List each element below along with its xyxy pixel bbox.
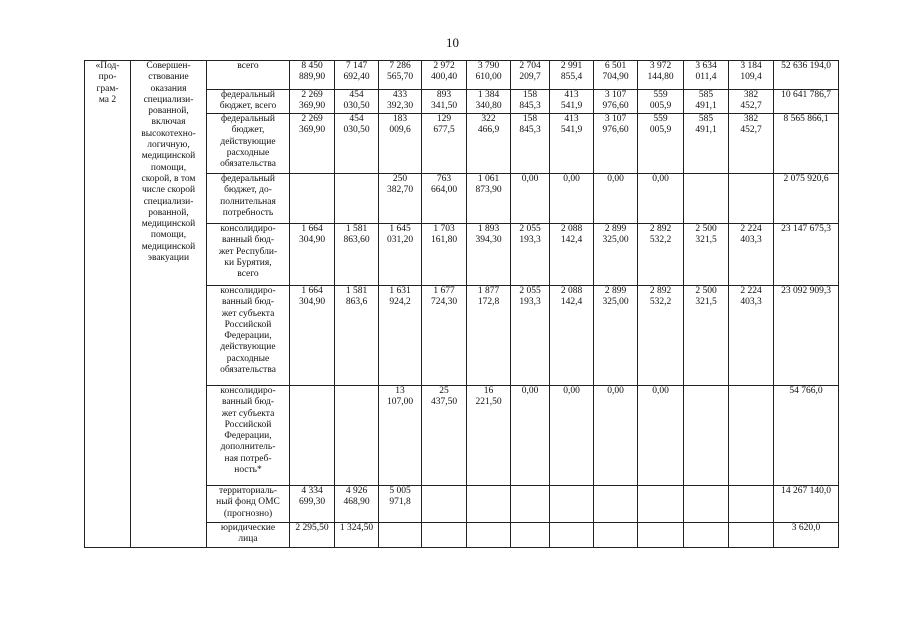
total-cell: 8 565 866,1 (774, 114, 839, 174)
value-cell: 16 221,50 (467, 386, 511, 486)
value-cell: 8 450 889,90 (290, 61, 335, 90)
value-cell: 0,00 (511, 386, 550, 486)
value-cell: 2 088 142,4 (550, 224, 594, 286)
value-cell (729, 174, 774, 224)
value-cell (594, 523, 638, 548)
program-cell: «Под- про- грам- ма 2 (85, 61, 131, 548)
table-row (85, 61, 839, 90)
value-cell: 1 893 394,30 (467, 224, 511, 286)
value-cell: 2 899 325,00 (594, 224, 638, 286)
value-cell: 7 147 692,40 (335, 61, 379, 90)
value-cell: 3 184 109,4 (729, 61, 774, 90)
value-cell: 2 991 855,4 (550, 61, 594, 90)
value-cell: 3 107 976,60 (594, 114, 638, 174)
event-cell: Совершен- ствование оказания специализи- рованной, включая высокотехно- логичную, медицинской помощи, скорой, в том числе скорой специализи- рованной, медицинской помощи, медицинской эвакуации (131, 61, 207, 548)
value-cell (729, 486, 774, 523)
total-cell: 23 147 675,3 (774, 224, 839, 286)
value-cell (467, 523, 511, 548)
value-cell: 585 491,1 (684, 90, 729, 114)
value-cell (729, 386, 774, 486)
value-cell: 0,00 (550, 386, 594, 486)
source-cell: федеральный бюджет, действующие расходные обязательства (207, 114, 290, 174)
value-cell: 3 790 610,00 (467, 61, 511, 90)
value-cell (422, 523, 467, 548)
value-cell: 0,00 (550, 174, 594, 224)
value-cell: 2 269 369,90 (290, 114, 335, 174)
value-cell: 559 005,9 (638, 114, 684, 174)
source-cell: всего (207, 61, 290, 90)
value-cell (594, 486, 638, 523)
value-cell (379, 523, 422, 548)
value-cell (684, 386, 729, 486)
value-cell: 2 892 532,2 (638, 224, 684, 286)
source-cell: консолидиро- ванный бюд- жет субъекта Российской Федерации, действующие расходные обязательства (207, 286, 290, 386)
value-cell: 2 892 532,2 (638, 286, 684, 386)
source-cell: территориаль- ный фонд ОМС (прогнозно) (207, 486, 290, 523)
value-cell: 2 972 400,40 (422, 61, 467, 90)
value-cell: 1 664 304,90 (290, 286, 335, 386)
value-cell (467, 486, 511, 523)
value-cell (550, 523, 594, 548)
value-cell: 2 899 325,00 (594, 286, 638, 386)
value-cell: 0,00 (511, 174, 550, 224)
value-cell: 433 392,30 (379, 90, 422, 114)
value-cell: 585 491,1 (684, 114, 729, 174)
value-cell: 2 088 142,4 (550, 286, 594, 386)
total-cell: 23 092 909,3 (774, 286, 839, 386)
value-cell: 6 501 704,90 (594, 61, 638, 90)
value-cell: 13 107,00 (379, 386, 422, 486)
source-cell: юридические лица (207, 523, 290, 548)
value-cell: 413 541,9 (550, 114, 594, 174)
value-cell: 413 541,9 (550, 90, 594, 114)
value-cell: 1 384 340,80 (467, 90, 511, 114)
value-cell (335, 386, 379, 486)
value-cell (290, 174, 335, 224)
value-cell: 2 055 193,3 (511, 286, 550, 386)
value-cell: 454 030,50 (335, 90, 379, 114)
value-cell (684, 174, 729, 224)
value-cell: 2 500 321,5 (684, 224, 729, 286)
value-cell: 4 926 468,90 (335, 486, 379, 523)
value-cell: 3 972 144,80 (638, 61, 684, 90)
value-cell: 1 631 924,2 (379, 286, 422, 386)
value-cell: 454 030,50 (335, 114, 379, 174)
value-cell (638, 523, 684, 548)
value-cell: 0,00 (638, 174, 684, 224)
value-cell (684, 523, 729, 548)
value-cell (290, 386, 335, 486)
total-cell: 14 267 140,0 (774, 486, 839, 523)
value-cell: 0,00 (594, 386, 638, 486)
budget-table (84, 60, 839, 548)
value-cell: 5 005 971,8 (379, 486, 422, 523)
source-cell: консолидиро- ванный бюд- жет субъекта Российской Федерации, дополнитель- ная потреб- ность* (207, 386, 290, 486)
value-cell: 1 324,50 (335, 523, 379, 548)
value-cell: 763 664,00 (422, 174, 467, 224)
value-cell: 250 382,70 (379, 174, 422, 224)
value-cell: 2 269 369,90 (290, 90, 335, 114)
value-cell: 2 704 209,7 (511, 61, 550, 90)
value-cell: 183 009,6 (379, 114, 422, 174)
value-cell (638, 486, 684, 523)
value-cell: 158 845,3 (511, 114, 550, 174)
total-cell: 10 641 786,7 (774, 90, 839, 114)
value-cell: 559 005,9 (638, 90, 684, 114)
value-cell (729, 523, 774, 548)
value-cell: 1 581 863,6 (335, 286, 379, 386)
total-cell: 3 620,0 (774, 523, 839, 548)
value-cell: 2 295,50 (290, 523, 335, 548)
value-cell: 1 877 172,8 (467, 286, 511, 386)
value-cell: 129 677,5 (422, 114, 467, 174)
value-cell (422, 486, 467, 523)
source-cell: федеральный бюджет, всего (207, 90, 290, 114)
value-cell: 382 452,7 (729, 114, 774, 174)
value-cell: 25 437,50 (422, 386, 467, 486)
value-cell: 1 664 304,90 (290, 224, 335, 286)
value-cell: 3 107 976,60 (594, 90, 638, 114)
table-body (85, 61, 839, 548)
value-cell: 1 645 031,20 (379, 224, 422, 286)
total-cell: 52 636 194,0 (774, 61, 839, 90)
value-cell: 7 286 565,70 (379, 61, 422, 90)
value-cell: 3 634 011,4 (684, 61, 729, 90)
value-cell: 1 677 724,30 (422, 286, 467, 386)
value-cell (511, 486, 550, 523)
source-cell: федеральный бюджет, до- полнительная потребность (207, 174, 290, 224)
value-cell (335, 174, 379, 224)
value-cell: 2 500 321,5 (684, 286, 729, 386)
value-cell: 893 341,50 (422, 90, 467, 114)
value-cell: 1 061 873,90 (467, 174, 511, 224)
value-cell: 382 452,7 (729, 90, 774, 114)
value-cell: 2 055 193,3 (511, 224, 550, 286)
source-cell: консолидиро- ванный бюд- жет Республи- ки Бурятия, всего (207, 224, 290, 286)
value-cell (550, 486, 594, 523)
value-cell (684, 486, 729, 523)
value-cell: 0,00 (638, 386, 684, 486)
page-number: 10 (446, 35, 459, 50)
value-cell: 2 224 403,3 (729, 286, 774, 386)
value-cell: 322 466,9 (467, 114, 511, 174)
value-cell: 158 845,3 (511, 90, 550, 114)
value-cell: 4 334 699,30 (290, 486, 335, 523)
value-cell: 0,00 (594, 174, 638, 224)
value-cell (511, 523, 550, 548)
value-cell: 2 224 403,3 (729, 224, 774, 286)
total-cell: 2 075 920,6 (774, 174, 839, 224)
total-cell: 54 766,0 (774, 386, 839, 486)
value-cell: 1 703 161,80 (422, 224, 467, 286)
value-cell: 1 581 863,60 (335, 224, 379, 286)
